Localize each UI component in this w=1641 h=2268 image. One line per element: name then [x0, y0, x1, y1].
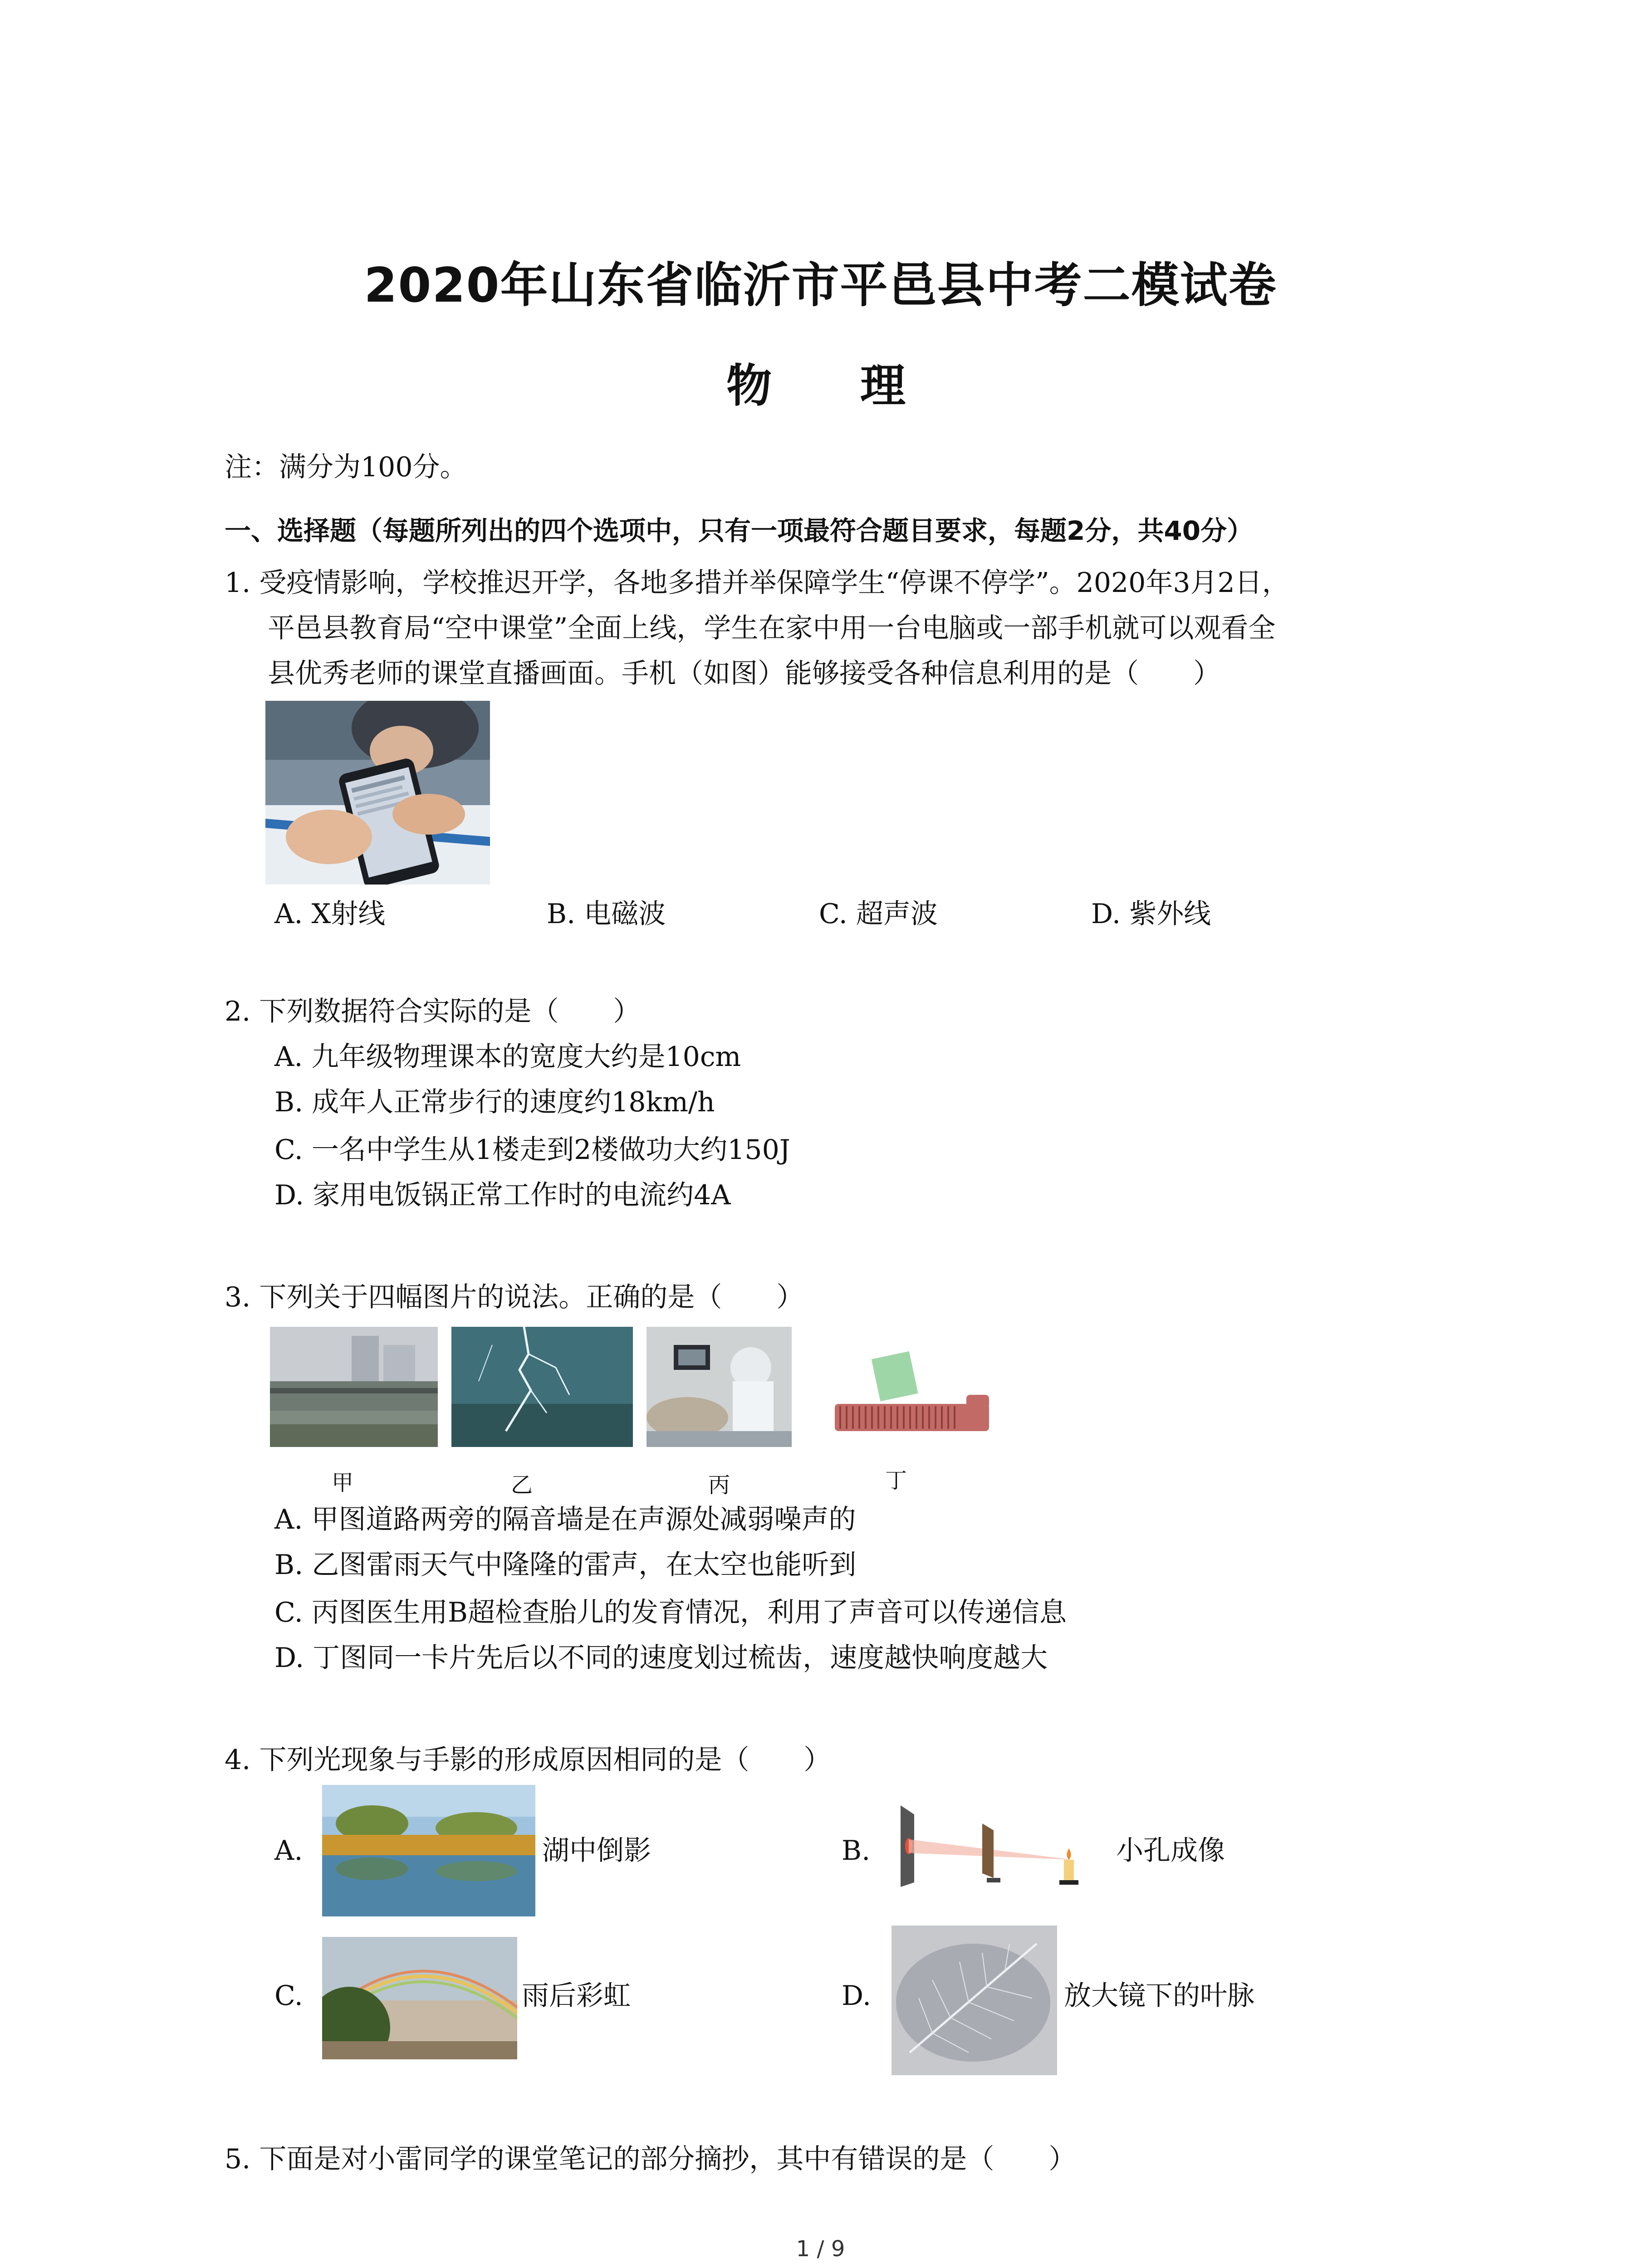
- q3-option-d: D. 丁图同一卡片先后以不同的速度划过梳齿，速度越快响度越大: [274, 1642, 1048, 1674]
- q4-option-d-label: 放大镜下的叶脉: [1064, 1980, 1254, 2012]
- leaf-vein-photo: [892, 1926, 1057, 2075]
- section-heading: 一、选择题（每题所列出的四个选项中，只有一项最符合题目要求，每题2分，共40分）: [225, 515, 1254, 546]
- q4-option-b-label: 小孔成像: [1116, 1835, 1225, 1867]
- q1-option-d: D. 紫外线: [1091, 898, 1211, 930]
- q1-option-a: A. X射线: [274, 898, 386, 930]
- q4-stem: 4. 下列光现象与手影的形成原因相同的是（ ）: [225, 1744, 831, 1776]
- rainbow-photo: [322, 1937, 517, 2059]
- q1-option-b: B. 电磁波: [547, 898, 666, 930]
- q4-option-b-letter: B.: [842, 1835, 871, 1867]
- q1-line-2: 平邑县教育局“空中课堂”全面上线，学生在家中用一台电脑或一部手机就可以观看全: [268, 612, 1276, 644]
- q3-caption-jia: 甲: [331, 1470, 353, 1496]
- q3-caption-yi: 乙: [510, 1472, 533, 1498]
- q3-caption-ding: 丁: [885, 1468, 907, 1493]
- q1-option-c: C. 超声波: [819, 898, 938, 930]
- q1-line-1: 1. 受疫情影响，学校推迟开学，各地多措并举保障学生“停课不停学”。2020年3月2日，: [225, 567, 1289, 599]
- q2-option-c: C. 一名中学生从1楼走到2楼做功大约150J: [274, 1134, 790, 1166]
- q3-option-a: A. 甲图道路两旁的隔音墙是在声源处减弱噪声的: [274, 1504, 856, 1535]
- pinhole-camera-diagram: [896, 1796, 1100, 1894]
- q1-line-3: 县优秀老师的课堂直播画面。手机（如图）能够接受各种信息利用的是（ ）: [268, 658, 1220, 689]
- q4-option-a-label: 湖中倒影: [542, 1835, 651, 1867]
- ultrasound-photo: [647, 1327, 792, 1447]
- exam-subject: 物 理: [726, 359, 942, 412]
- soundproof-wall-photo: [270, 1327, 438, 1447]
- q4-option-d-letter: D.: [842, 1980, 872, 2012]
- q4-option-c-label: 雨后彩虹: [522, 1980, 631, 2012]
- phone-photo: [265, 701, 490, 885]
- q4-option-c-letter: C.: [274, 1980, 303, 2012]
- q2-option-a: A. 九年级物理课本的宽度大约是10cm: [274, 1041, 741, 1073]
- q2-option-b: B. 成年人正常步行的速度约18km/h: [274, 1086, 715, 1118]
- page-number: 1 / 9: [796, 2236, 845, 2262]
- q2-option-d: D. 家用电饭锅正常工作时的电流约4A: [274, 1179, 731, 1211]
- exam-title: 2020年山东省临沂市平邑县中考二模试卷: [364, 258, 1277, 313]
- lake-reflection-photo: [322, 1785, 535, 1916]
- q3-stem: 3. 下列关于四幅图片的说法。正确的是（ ）: [225, 1281, 804, 1313]
- q2-stem: 2. 下列数据符合实际的是（ ）: [225, 996, 641, 1027]
- q3-option-b: B. 乙图雷雨天气中隆隆的雷声，在太空也能听到: [274, 1549, 857, 1581]
- q3-caption-bing: 丙: [708, 1472, 730, 1498]
- q4-option-a-letter: A.: [274, 1835, 303, 1867]
- q3-option-c: C. 丙图医生用B超检查胎儿的发育情况，利用了声音可以传递信息: [274, 1597, 1067, 1628]
- score-note: 注：满分为100分。: [225, 451, 467, 483]
- q5-stem: 5. 下面是对小雷同学的课堂笔记的部分摘抄，其中有错误的是（ ）: [225, 2143, 1076, 2175]
- comb-card-image: [830, 1349, 994, 1449]
- lightning-photo: [451, 1327, 633, 1447]
